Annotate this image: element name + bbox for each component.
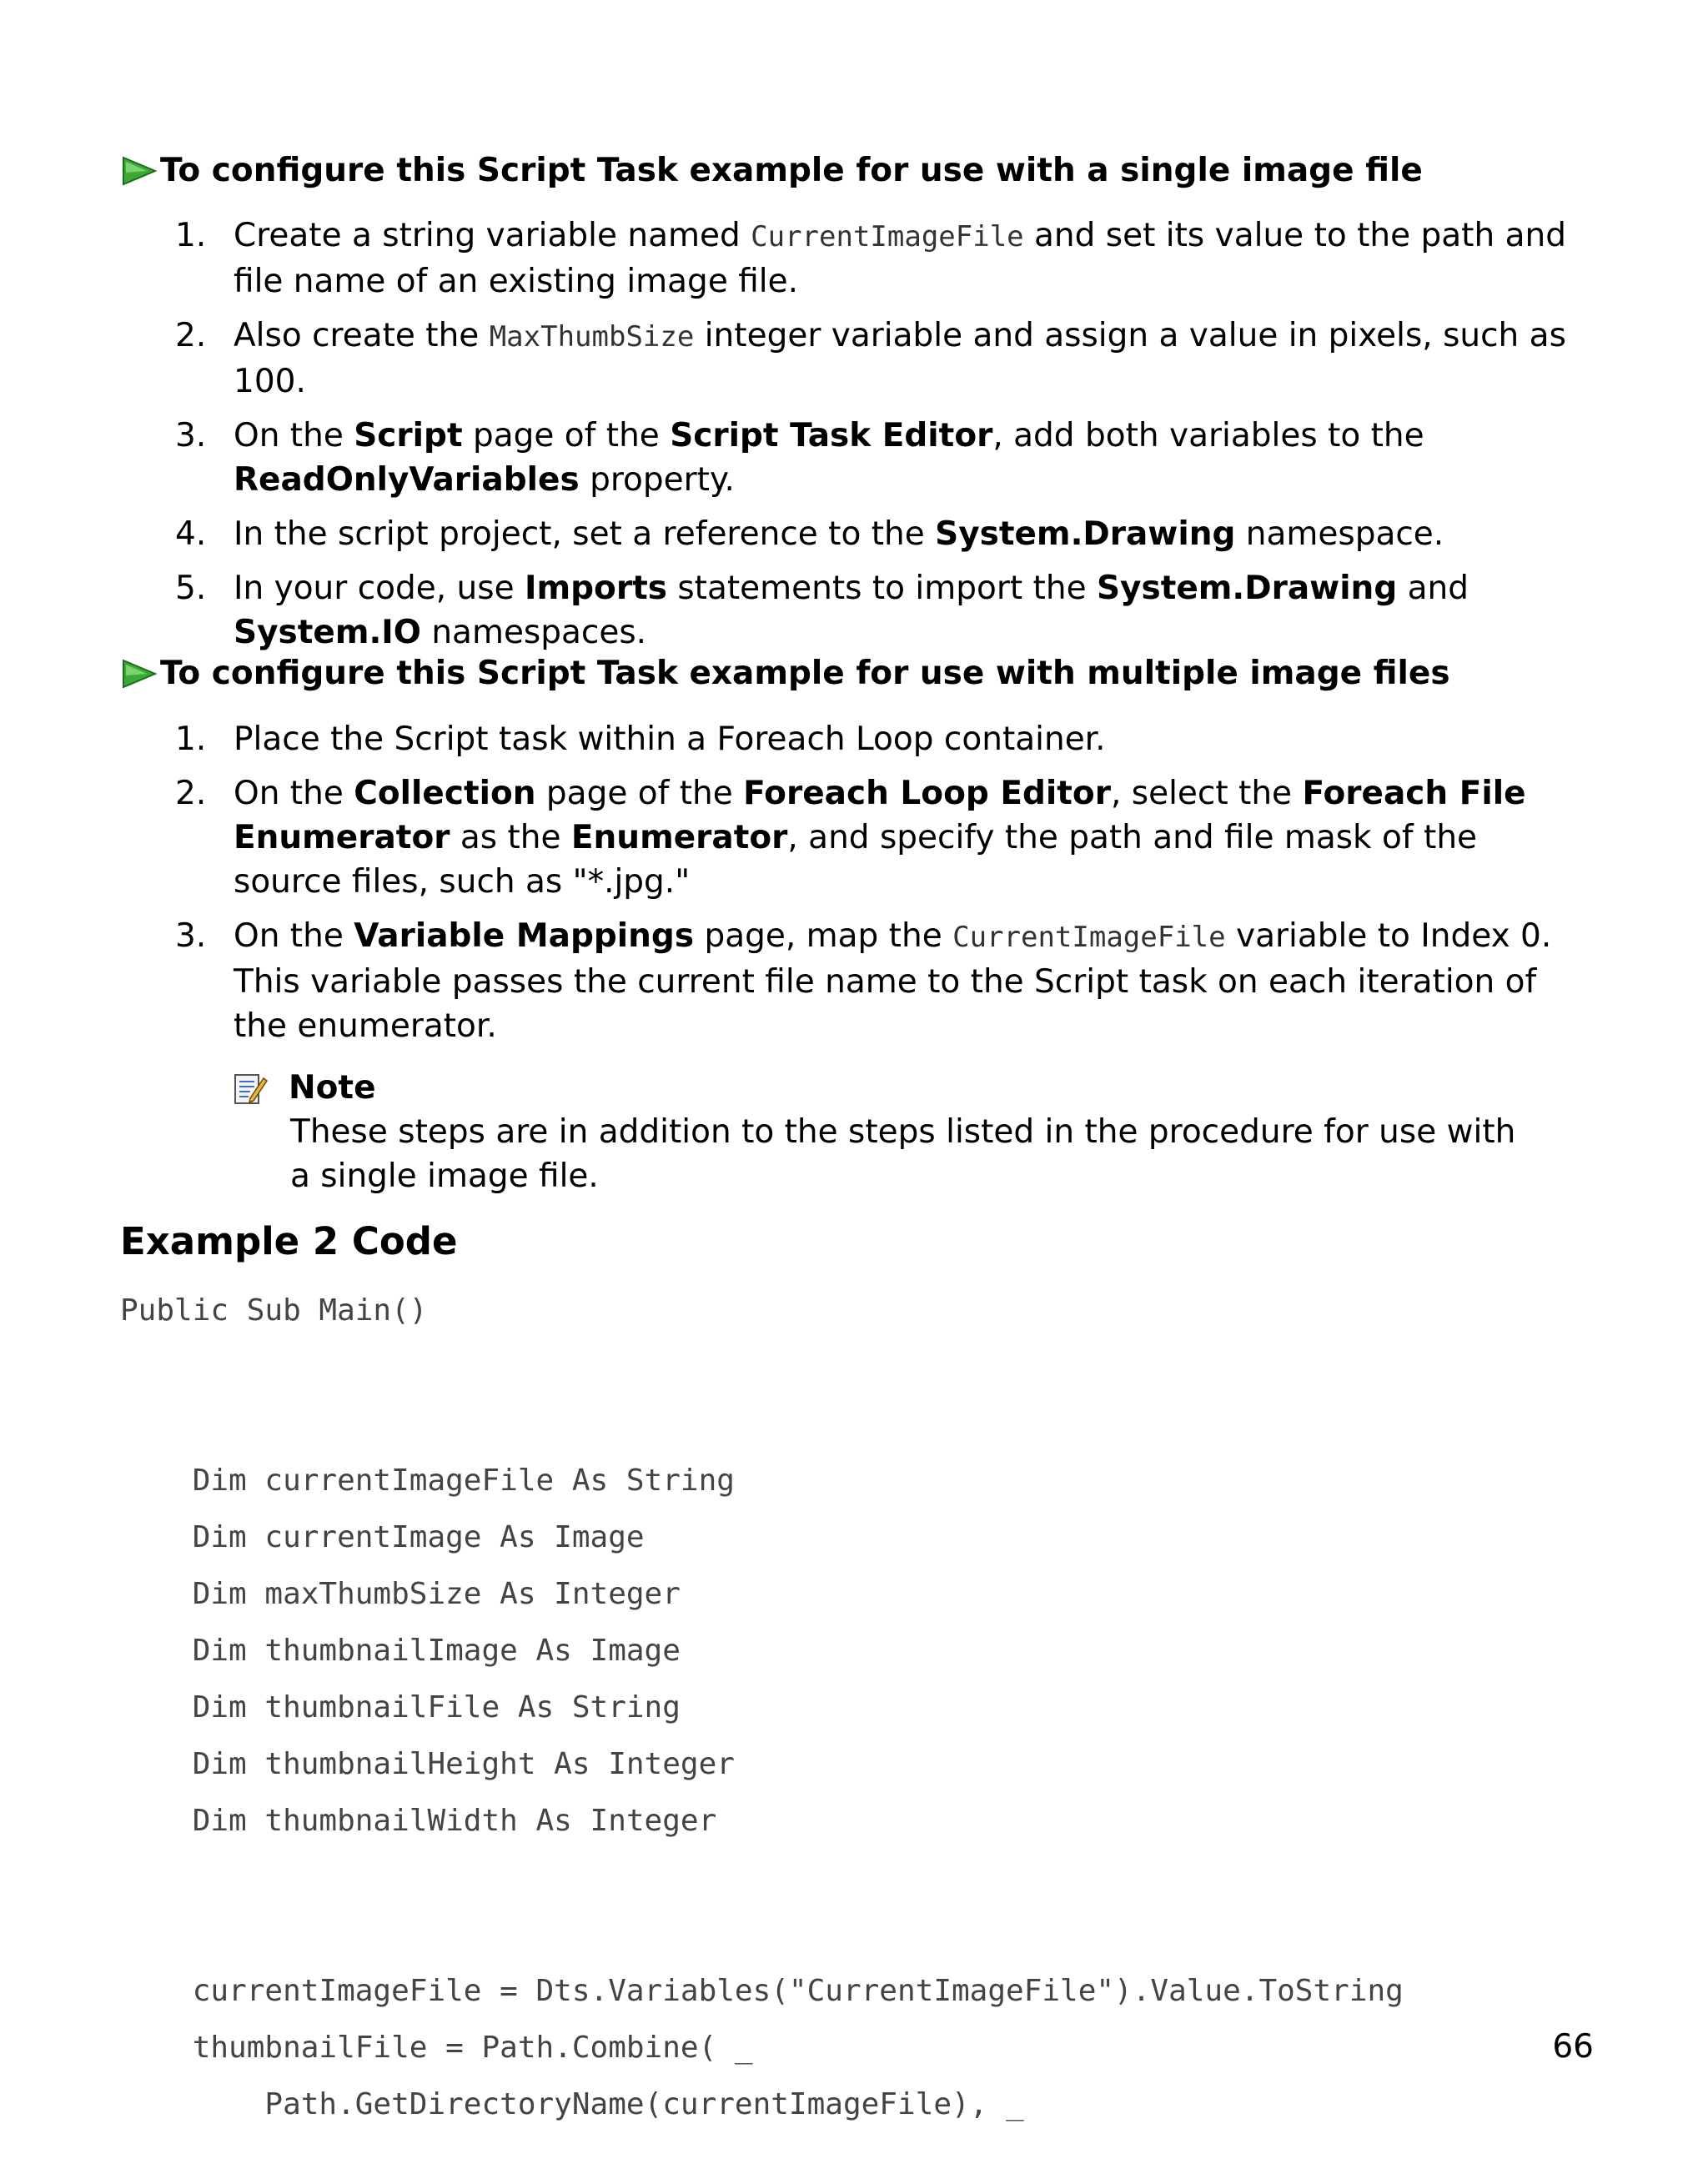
- inline-code: MaxThumbSize: [489, 320, 695, 354]
- procedure-heading-single: [120, 152, 1423, 189]
- page-number: 66: [1552, 2028, 1594, 2066]
- list-item: 1. Create a string variable named CurrentImageFile and set its value to the path and file name of an existing image file.: [175, 217, 1566, 300]
- procedure-steps-single: [167, 213, 1585, 665]
- inline-code: CurrentImageFile: [952, 921, 1226, 954]
- list-item: 1. Place the Script task within a Foreach Loop container.: [175, 720, 1106, 758]
- procedure-steps-multiple: [167, 717, 1585, 1058]
- note-title: Note: [289, 1069, 376, 1107]
- list-item: 4. In the script project, set a reference to the System.Drawing namespace.: [175, 515, 1444, 553]
- list-item: 3. On the Script page of the Script Task Editor, add both variables to the ReadOnlyVariables property.: [175, 417, 1424, 499]
- list-item: 5. In your code, use Imports statements to import the System.Drawing and System.IO namespaces.: [175, 570, 1469, 651]
- list-item: 3. On the Variable Mappings page, map the CurrentImageFile variable to Index 0. This variable passes the current file name to the Script task on each iteration of the enumerator.: [175, 917, 1552, 1045]
- note-callout: [232, 1066, 1566, 1198]
- note-body: These steps are in addition to the steps listed in the procedure for use with a single image file.: [290, 1113, 1516, 1195]
- procedure-heading-text: To configure this Script Task example for use with multiple image files: [160, 655, 1450, 692]
- procedure-heading-text: To configure this Script Task example for use with a single image file: [160, 152, 1423, 189]
- code-block: Public Sub Main() Dim currentImageFile As String Dim currentImage As Image Dim maxThumbSize As Integer Dim thumbnailImage As Image Dim thumbnailFile As String Dim thumbnailHeight As Integer Dim thumbnailWidth As Integer currentImageFile = Dts.Variables("CurrentImageFile").Value.ToString thumbnailFile = Path.Combine( _ Path.GetDirectoryName(currentImageFile), _: [120, 1293, 1404, 2121]
- inline-code: CurrentImageFile: [751, 220, 1024, 254]
- list-item: 2. Also create the MaxThumbSize integer variable and assign a value in pixels, such as 100.: [175, 317, 1566, 400]
- green-arrow-icon: [120, 154, 158, 188]
- list-item: 2. On the Collection page of the Foreach Loop Editor, select the Foreach File Enumerator as the Enumerator, and specify the path and file mask of the source files, such as "*.jpg.": [175, 775, 1526, 901]
- procedure-heading-multiple: [120, 655, 1450, 692]
- green-arrow-icon: [120, 657, 158, 690]
- section-title: Example 2 Code: [120, 1219, 458, 1263]
- note-pad-icon: [232, 1070, 269, 1107]
